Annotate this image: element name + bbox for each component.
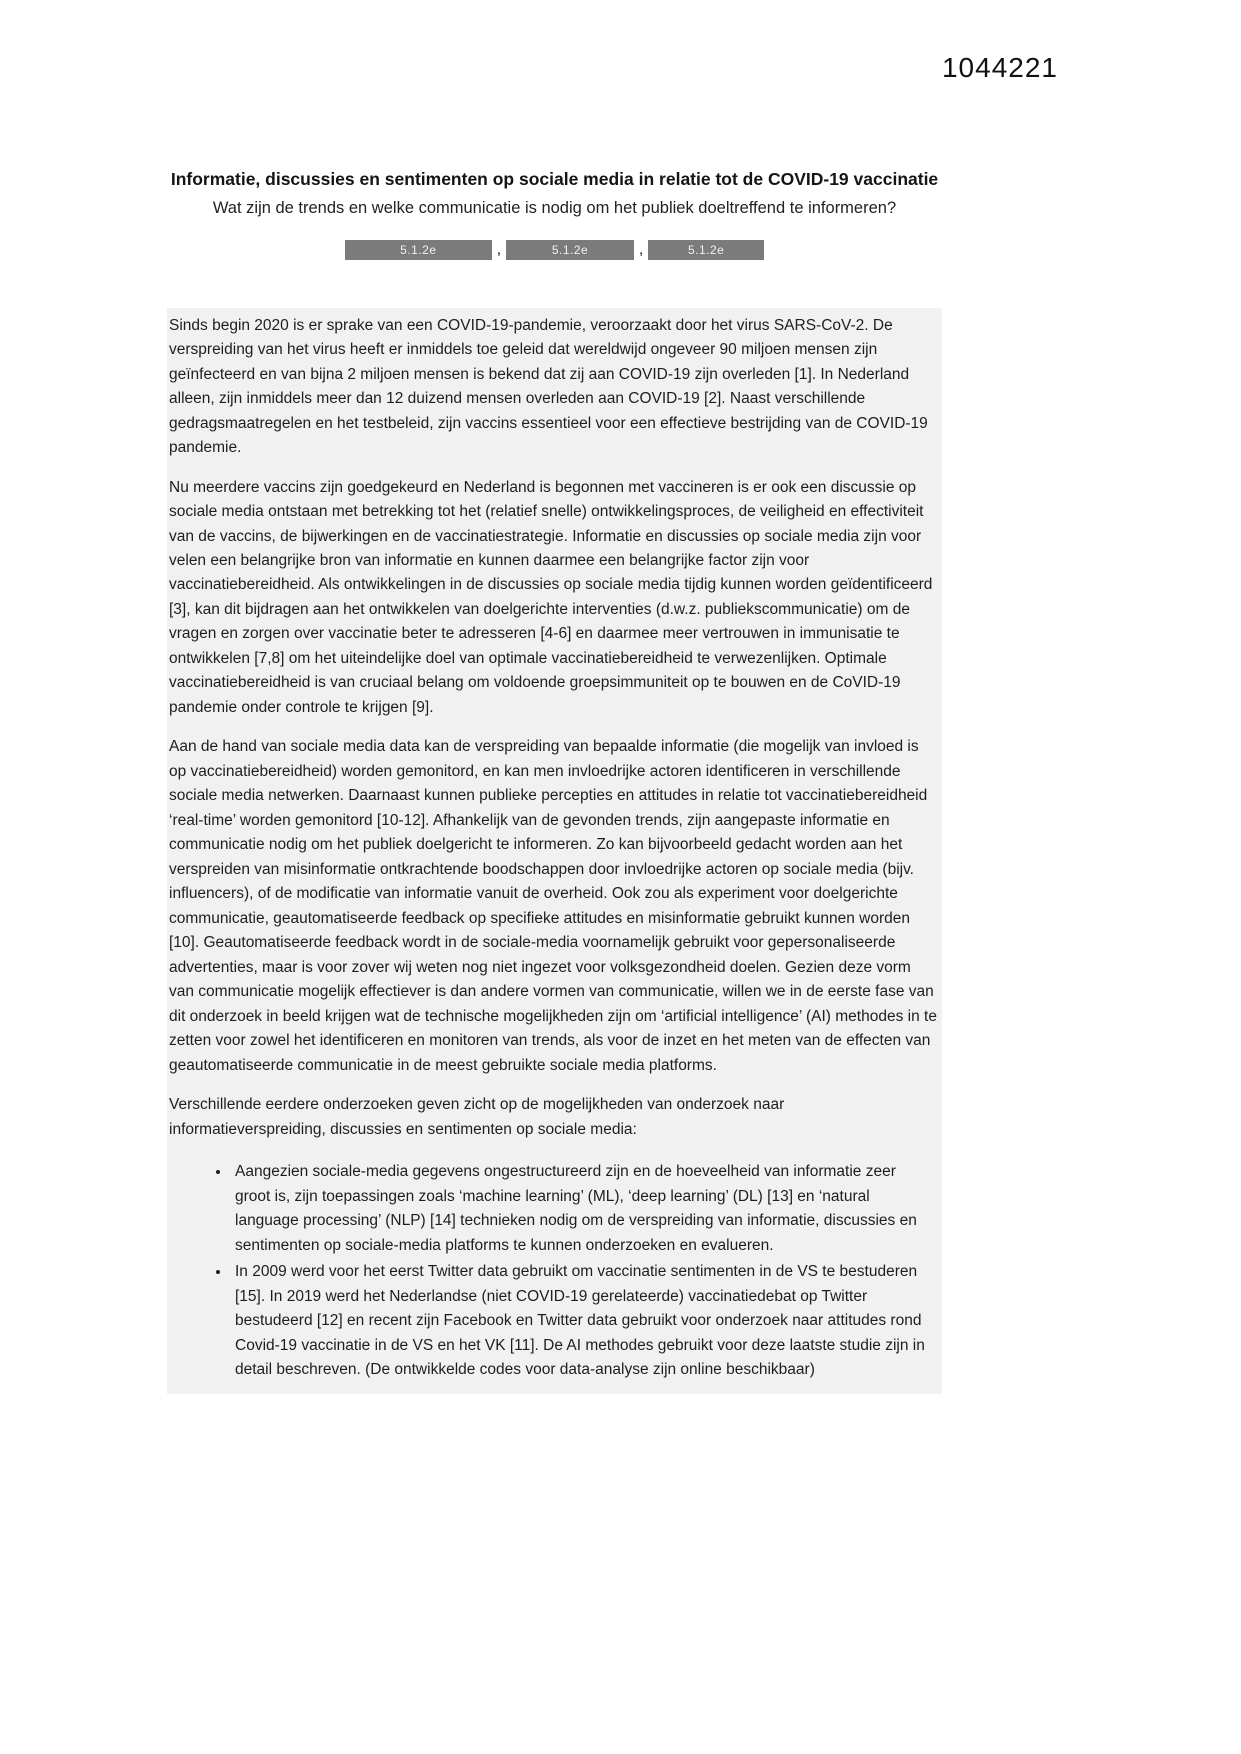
list-item: • Aangezien sociale-media gegevens ongestructureerd zijn en de hoeveelheid van informatie zeer groot is, zijn toepassingen zoals ‘machine learning’ (ML), ‘deep learning’ (DL) [13] en ‘natural language processing’ (NLP) [14] technieken nodig om de verspreiding van informatie, discussies en sentimenten op sociale-media platforms te kunnen onderzoeken en evalueren. <box>231 1160 932 1258</box>
redaction-box: 5.1.2e <box>506 240 634 260</box>
list-item: • In 2009 werd voor het eerst Twitter data gebruikt om vaccinatie sentimenten in de VS te bestuderen [15]. In 2019 werd het Nederlandse (niet COVID-19 gerelateerde) vaccinatiedebat op Twitter bestudeerd [12] en recent zijn Facebook en Twitter data gebruikt voor onderzoek naar attitudes rond Covid-19 vaccinatie in de VS en het VK [11]. De AI methodes gebruikt voor deze laatste studie zijn in detail beschreven. (De ontwikkelde codes voor data-analyse zijn online beschikbaar) <box>231 1260 932 1382</box>
document-content <box>167 168 942 1394</box>
paragraph-intro-pandemic: Sinds begin 2020 is er sprake van een COVID-19-pandemie, veroorzaakt door het virus SARS-CoV-2. De verspreiding van het virus heeft er inmiddels toe geleid dat wereldwijd ongeveer 90 miljoen mensen zijn geïnfecteerd en van bijna 2 miljoen mensen is bekend dat zij aan COVID-19 zijn overleden [1]. In Nederland alleen, zijn inmiddels meer dan 12 duizend mensen overleden aan COVID-19 [2]. Naast verschillende gedragsmaatregelen en het testbeleid, zijn vaccins essentieel voor een effectieve bestrijding van de COVID-19 pandemie. <box>169 316 928 457</box>
redaction-box: 5.1.2e <box>648 240 764 260</box>
doc-number: 1044221 <box>941 52 1058 83</box>
document-body <box>167 308 942 1395</box>
redaction-separator: , <box>639 240 644 258</box>
paragraph-monitoring-ai: Aan de hand van sociale media data kan de verspreiding van bepaalde informatie (die mogelijk van invloed is op vaccinatiebereidheid) worden gemonitord, en kan men invloedrijke actoren identificeren in verschillende sociale media netwerken. Daarnaast kunnen publieke percepties en attitudes in relatie tot vaccinatiebereidheid ‘real-time’ worden gemonitord [10-12]. Afhankelijk van de gevonden trends, zijn aangepaste informatie en communicatie nodig om het publiek doelgericht te informeren. Zo kan bijvoorbeeld gedacht worden aan het verspreiden van misinformatie ontkrachtende boodschappen door invloedrijke actoren op sociale media (bijv. influencers), of de modificatie van informatie vanuit de overheid. Ook zou als experiment voor doelgerichte communicatie, geautomatiseerde feedback op specifieke attitudes en misinformatie gebruikt kunnen worden [10]. Geautomatiseerde feedback wordt in de sociale-media voornamelijk gebruikt voor gepersonaliseerde advertenties, maar is voor zover wij weten nog niet ingezet voor volksgezondheid doelen. Gezien deze vorm van communicatie mogelijk effectiever is dan andere vormen van communicatie, willen we in de eerste fase van dit onderzoek in beeld krijgen wat de technische mogelijkheden zijn om ‘artificial intelligence’ (AI) methodes in te zetten voor zowel het identificeren en monitoren van trends, als voor de inzet en het meten van de effecten van geautomatiseerde communicatie in de meest gebruikte sociale media platforms. <box>169 738 937 1074</box>
redaction-box: 5.1.2e <box>345 240 492 260</box>
page-title: Informatie, discussies en sentimenten op sociale media in relatie tot de COVID-19 vaccinatie <box>170 169 939 189</box>
research-bullet-list <box>169 1160 938 1382</box>
page-subtitle: Wat zijn de trends en welke communicatie is nodig om het publiek doeltreffend te informeren? <box>212 198 897 217</box>
redaction-separator: , <box>496 240 501 258</box>
paragraph-social-media-discussion: Nu meerdere vaccins zijn goedgekeurd en Nederland is begonnen met vaccineren is er ook een discussie op sociale media ontstaan met betrekking tot het (relatief snelle) ontwikkelingsproces, de veiligheid en effectiviteit van de vaccins, de bijwerkingen en de vaccinatiestrategie. Informatie en discussies op sociale media zijn voor velen een belangrijke bron van informatie en kunnen daarmee een belangrijke factor zijn voor vaccinatiebereidheid. Als ontwikkelingen in de discussies op sociale media tijdig kunnen worden geïdentificeerd [3], kan dit bijdragen aan het ontwikkelen van doelgerichte interventies (d.w.z. publiekscommunicatie) om de vragen en zorgen over vaccinatie beter te adresseren [4-6] en daarmee meer vertrouwen in immunisatie te ontwikkelen [7,8] om het uiteindelijke doel van optimale vaccinatiebereidheid te verwezenlijken. Optimale vaccinatiebereidheid is van cruciaal belang om voldoende groepsimmuniteit op te bouwen en de CoVID-19 pandemie onder controle te krijgen [9]. <box>169 478 933 716</box>
paragraph-list-intro: Verschillende eerdere onderzoeken geven zicht op de mogelijkheden van onderzoek naar informatieverspreiding, discussies en sentimenten op sociale media: <box>169 1096 785 1138</box>
redaction-row <box>167 240 942 260</box>
